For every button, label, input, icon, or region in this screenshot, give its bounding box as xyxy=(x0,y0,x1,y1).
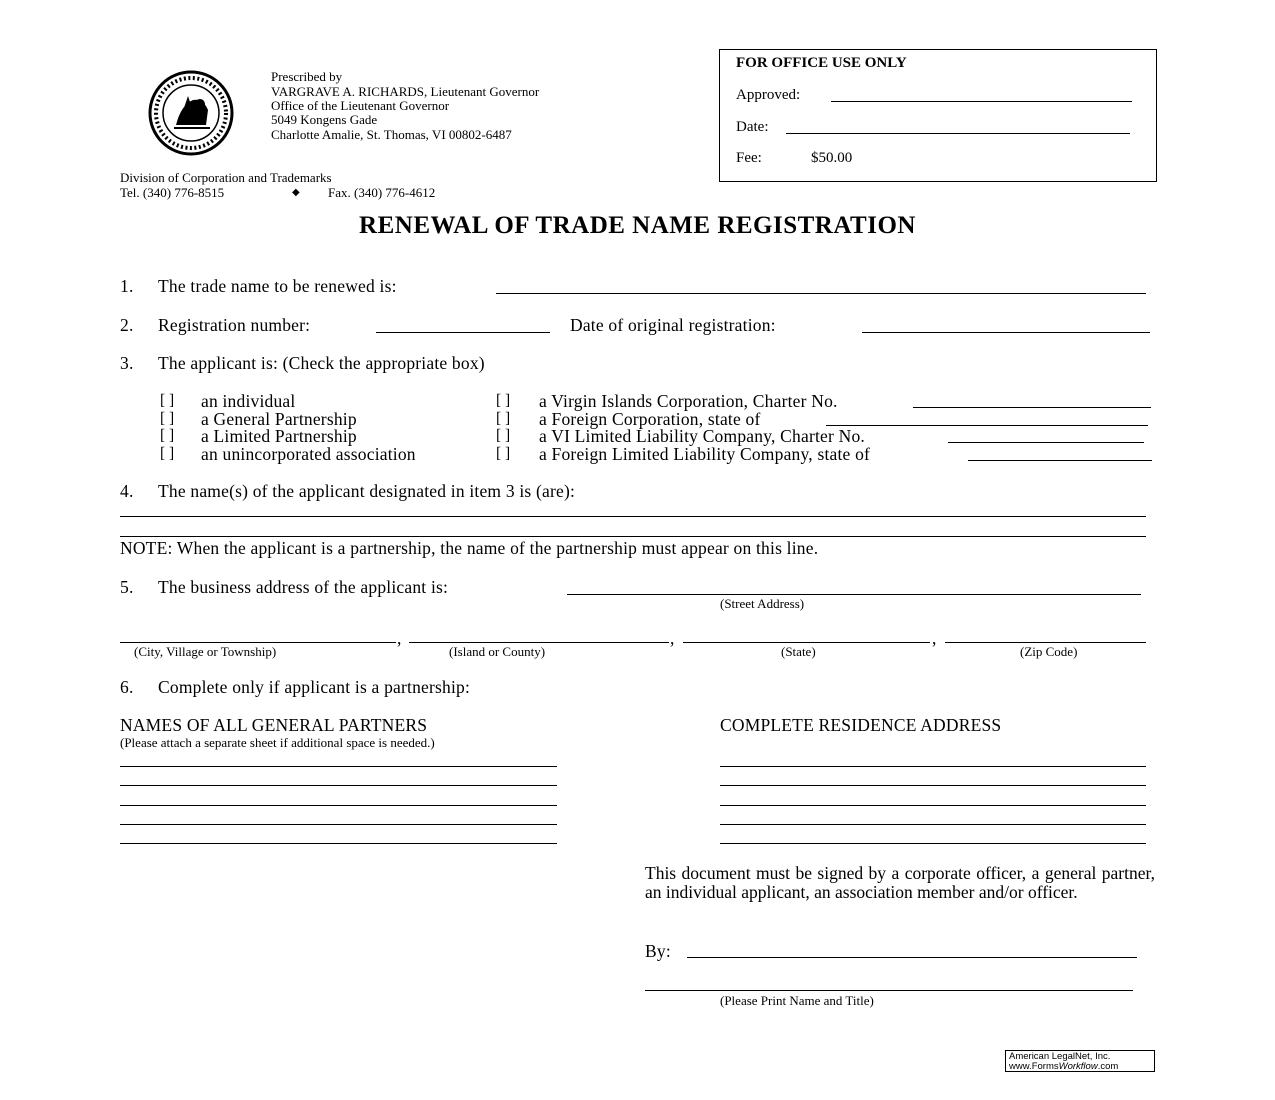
checkbox-unincorporated-association[interactable]: [ ] xyxy=(160,445,175,462)
city-line[interactable] xyxy=(120,642,396,643)
american-legalnet-logo xyxy=(1005,1050,1155,1072)
item1-label: The trade name to be renewed is: xyxy=(158,276,397,296)
item1-number: 1. xyxy=(120,276,134,296)
logo-line-2: www.FormsWorkflow.com xyxy=(1009,1061,1119,1072)
checkbox-foreign-corporation[interactable]: [ ] xyxy=(496,410,511,427)
prescribed-by-label: Prescribed by xyxy=(271,69,343,84)
residence-address-heading: COMPLETE RESIDENCE ADDRESS xyxy=(720,715,1002,735)
office-street: 5049 Kongens Gade xyxy=(271,112,378,127)
option-individual: an individual xyxy=(201,391,296,411)
checkbox-limited-partnership[interactable]: [ ] xyxy=(160,427,175,444)
original-date-line[interactable] xyxy=(862,332,1150,333)
checkbox-vi-corporation[interactable]: [ ] xyxy=(496,392,511,409)
foreign-llc-state-line[interactable] xyxy=(968,460,1152,461)
item6-label: Complete only if applicant is a partnership: xyxy=(158,677,471,697)
print-name-caption: (Please Print Name and Title) xyxy=(720,993,874,1008)
office-use-heading: FOR OFFICE USE ONLY xyxy=(736,55,907,71)
residence-address-line[interactable] xyxy=(720,766,1146,767)
zip-caption: (Zip Code) xyxy=(1020,644,1078,659)
trade-name-line[interactable] xyxy=(496,293,1146,294)
vi-corporation-charter-line[interactable] xyxy=(913,407,1151,408)
vi-llc-charter-line[interactable] xyxy=(948,442,1144,443)
item3-label: The applicant is: (Check the appropriate box) xyxy=(158,353,485,373)
registration-number-label: Registration number: xyxy=(158,315,311,335)
option-vi-corporation: a Virgin Islands Corporation, Charter No. xyxy=(539,391,838,411)
comma-3: , xyxy=(932,628,937,648)
item4-number: 4. xyxy=(120,481,134,501)
island-caption: (Island or County) xyxy=(449,644,546,659)
partner-name-line[interactable] xyxy=(120,843,557,844)
diamond-separator-icon: ◆ xyxy=(292,187,300,198)
signature-instructions: This document must be signed by a corporate officer, a general partner, an individual applicant, an association member and/or officer. xyxy=(645,863,1155,902)
office-name: Office of the Lieutenant Governor xyxy=(271,98,450,113)
original-date-label: Date of original registration: xyxy=(570,315,776,335)
registration-number-line[interactable] xyxy=(376,332,550,333)
option-vi-llc: a VI Limited Liability Company, Charter No. xyxy=(539,426,865,446)
option-unincorporated-association: an unincorporated association xyxy=(201,444,416,464)
division-tel: Tel. (340) 776-8515 xyxy=(120,185,225,200)
date-label: Date: xyxy=(736,119,769,135)
approved-label: Approved: xyxy=(736,87,801,103)
applicant-name-line-2[interactable] xyxy=(120,536,1146,537)
checkbox-vi-llc[interactable]: [ ] xyxy=(496,427,511,444)
seal-of-virgin-islands-icon xyxy=(148,70,234,156)
partner-name-line[interactable] xyxy=(120,766,557,767)
logo-line-1: American LegalNet, Inc. xyxy=(1009,1051,1111,1062)
state-line[interactable] xyxy=(683,642,930,643)
item2-number: 2. xyxy=(120,315,134,335)
partner-name-line[interactable] xyxy=(120,805,557,806)
option-limited-partnership: a Limited Partnership xyxy=(201,426,357,446)
zip-line[interactable] xyxy=(945,642,1146,643)
residence-address-line[interactable] xyxy=(720,805,1146,806)
by-label: By: xyxy=(645,941,671,961)
residence-address-line[interactable] xyxy=(720,785,1146,786)
partners-note: (Please attach a separate sheet if additional space is needed.) xyxy=(120,735,435,750)
partners-heading: NAMES OF ALL GENERAL PARTNERS xyxy=(120,715,428,735)
item5-number: 5. xyxy=(120,577,134,597)
approved-line[interactable] xyxy=(831,101,1132,102)
item6-number: 6. xyxy=(120,677,134,697)
applicant-name-line-1[interactable] xyxy=(120,516,1146,517)
division-name: Division of Corporation and Trademarks xyxy=(120,170,332,185)
checkbox-individual[interactable]: [ ] xyxy=(160,392,175,409)
city-caption: (City, Village or Township) xyxy=(134,644,277,659)
island-line[interactable] xyxy=(409,642,669,643)
signature-line[interactable] xyxy=(687,957,1137,958)
option-general-partnership: a General Partnership xyxy=(201,409,357,429)
comma-1: , xyxy=(397,628,402,648)
division-fax: Fax. (340) 776-4612 xyxy=(328,185,436,200)
form-title: RENEWAL OF TRADE NAME REGISTRATION xyxy=(359,212,916,239)
checkbox-foreign-llc[interactable]: [ ] xyxy=(496,445,511,462)
print-name-title-line[interactable] xyxy=(645,990,1133,991)
office-city: Charlotte Amalie, St. Thomas, VI 00802-6487 xyxy=(271,127,512,142)
foreign-corporation-state-line[interactable] xyxy=(826,425,1148,426)
street-address-caption: (Street Address) xyxy=(720,596,805,611)
checkbox-general-partnership[interactable]: [ ] xyxy=(160,410,175,427)
state-caption: (State) xyxy=(781,644,816,659)
residence-address-line[interactable] xyxy=(720,843,1146,844)
residence-address-line[interactable] xyxy=(720,824,1146,825)
item4-label: The name(s) of the applicant designated in item 3 is (are): xyxy=(158,481,576,501)
street-address-line[interactable] xyxy=(567,594,1141,595)
option-foreign-corporation: a Foreign Corporation, state of xyxy=(539,409,761,429)
partner-name-line[interactable] xyxy=(120,785,557,786)
item3-number: 3. xyxy=(120,353,134,373)
comma-2: , xyxy=(670,628,675,648)
fee-value: $50.00 xyxy=(811,150,853,166)
item5-label: The business address of the applicant is: xyxy=(158,577,449,597)
option-foreign-llc: a Foreign Limited Liability Company, state of xyxy=(539,444,871,464)
governor-name: VARGRAVE A. RICHARDS, Lieutenant Governor xyxy=(271,84,540,99)
partnership-note: NOTE: When the applicant is a partnership, the name of the partnership must appear on this line. xyxy=(120,538,819,558)
partner-name-line[interactable] xyxy=(120,824,557,825)
date-line[interactable] xyxy=(786,133,1130,134)
fee-label: Fee: xyxy=(736,150,762,166)
